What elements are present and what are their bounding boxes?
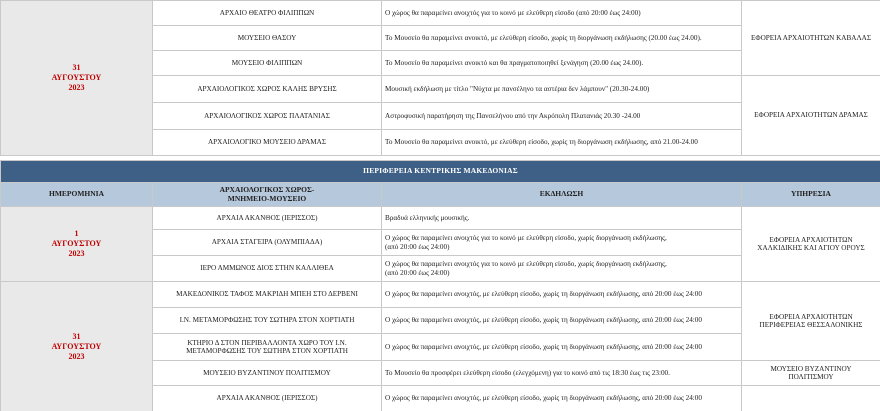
event-cell: Μουσική εκδήλωση με τίτλο "Νύχτα με πανσέληνο τα αστέρια δεν λάμπουν" (20.30-24.00) — [382, 76, 742, 103]
date-cell: 31 ΑΥΓΟΥΣΤΟΥ 2023 — [1, 1, 153, 156]
site-cell: ΚΤΗΡΙΟ Δ ΣΤΟΝ ΠΕΡΙΒΑΛΛΟΝΤΑ ΧΩΡΟ ΤΟΥ Ι.Ν. ΜΕΤΑΜΟΡΦΩΣΗΣ ΤΟΥ ΣΩΤΗΡΑ ΣΤΟΝ ΧΟΡΤΙΑΤΗ — [153, 334, 382, 361]
site-cell: ΑΡΧΑΙΟΛΟΓΙΚΟ ΜΟΥΣΕΙΟ ΔΡΑΜΑΣ — [153, 130, 382, 156]
service-cell: ΕΦΟΡΕΙΑ ΑΡΧΑΙΟΤΗΤΩΝ ΧΑΛΚΙΔΙΚΗΣ ΚΑΙ ΑΓΙΟΥ ΟΡΟΥΣ — [742, 207, 880, 282]
site-cell: ΑΡΧΑΙΟ ΘΕΑΤΡΟ ΦΙΛΙΠΠΩΝ — [153, 1, 382, 26]
site-cell: Ι.Ν. ΜΕΤΑΜΟΡΦΩΣΗΣ ΤΟΥ ΣΩΤΗΡΑ ΣΤΟΝ ΧΟΡΤΙΑΤΗ — [153, 308, 382, 334]
event-cell: Ο χώρος θα παραμείνει ανοιχτός για το κοινό με ελεύθερη είσοδο, χωρίς διοργάνωση εκδήλωσης, (από 20:00 έως 24:00) — [382, 256, 742, 282]
site-cell: ΑΡΧΑΙΑ ΣΤΑΓΕΙΡΑ (ΟΛΥΜΠΙΑΔΑ) — [153, 230, 382, 256]
event-cell: Ο χώρος θα παραμείνει ανοιχτός για το κοινό με ελεύθερη είσοδο, χωρίς διοργάνωση εκδήλωσης, (από 20:00 έως 24:00) — [382, 230, 742, 256]
site-cell: ΜΟΥΣΕΙΟ ΦΙΛΙΠΠΩΝ — [153, 51, 382, 76]
event-cell: Ο χώρος θα παραμείνει ανοιχτός για το κοινό με ελεύθερη είσοδο (από 20:00 έως 24:00) — [382, 1, 742, 26]
table-row — [1, 1, 880, 26]
event-cell: Ο χώρος θα παραμείνει ανοιχτός, με ελεύθερη είσοδο, χωρίς τη διοργάνωση εκδήλωσης, από 20:00 έως 24:00 — [382, 308, 742, 334]
event-cell: Αστροφυσική παρατήρηση της Πανσελήνου από την Ακρόπολη Πλατανιάς 20.30 -24.00 — [382, 103, 742, 130]
service-cell: ΜΟΥΣΕΙΟ ΒΥΖΑΝΤΙΝΟΥ ΠΟΛΙΤΙΣΜΟΥ — [742, 361, 880, 386]
site-cell: ΑΡΧΑΙΑ ΑΚΑΝΘΟΣ (ΙΕΡΙΣΣΟΣ) — [153, 207, 382, 230]
header-row — [1, 183, 880, 207]
table-row — [1, 282, 880, 308]
region-title: ΠΕΡΙΦΕΡΕΙΑ ΚΕΝΤΡΙΚΗΣ ΜΑΚΕΔΟΝΙΑΣ — [1, 161, 880, 183]
site-cell: ΜΟΥΣΕΙΟ ΘΑΣΟΥ — [153, 26, 382, 51]
event-cell: Το Μουσείο θα παραμείνει ανοικτό, με ελεύθερη είσοδο, χωρίς τη διοργάνωση εκδήλωσης, από 21.00-24.00 — [382, 130, 742, 156]
event-cell: Το Μουσείο θα προσφέρει ελεύθερη είσοδο (ελεγχόμενη) για το κοινό από τις 18:30 έως τις 23:00. — [382, 361, 742, 386]
event-cell: Το Μουσείο θα παραμείνει ανοικτό, με ελεύθερη είσοδο, χωρίς τη διοργάνωση εκδήλωσης (20.00 έως 24.00). — [382, 26, 742, 51]
header-service: ΥΠΗΡΕΣΙΑ — [742, 183, 880, 207]
date-cell: 31 ΑΥΓΟΥΣΤΟΥ 2023 — [1, 282, 153, 411]
site-cell: ΑΡΧΑΙΑ ΑΚΑΝΘΟΣ (ΙΕΡΙΣΣΟΣ) — [153, 386, 382, 411]
header-event: ΕΚΔΗΛΩΣΗ — [382, 183, 742, 207]
site-cell: ΜΑΚΕΔΟΝΙΚΟΣ ΤΑΦΟΣ ΜΑΚΡΙΔΗ ΜΠΕΗ ΣΤΟ ΔΕΡΒΕΝΙ — [153, 282, 382, 308]
header-date: ΗΜΕΡΟΜΗΝΙΑ — [1, 183, 153, 207]
site-cell: ΙΕΡΟ ΑΜΜΩΝΟΣ ΔΙΟΣ ΣΤΗΝ ΚΑΛΛΙΘΕΑ — [153, 256, 382, 282]
event-cell: Ο χώρος θα παραμείνει ανοιχτός, με ελεύθερη είσοδο, χωρίς τη διοργάνωση εκδήλωσης, από 20:00 έως 24:00 — [382, 282, 742, 308]
service-cell: ΕΦΟΡΕΙΑ ΑΡΧΑΙΟΤΗΤΩΝ ΔΡΑΜΑΣ — [742, 76, 880, 156]
site-cell: ΑΡΧΑΙΟΛΟΓΙΚΟΣ ΧΩΡΟΣ ΚΑΛΗΣ ΒΡΥΣΗΣ — [153, 76, 382, 103]
event-cell: Το Μουσείο θα παραμείνει ανοικτό και θα πραγματοποιηθεί ξενάγηση (20.00 έως 24.00). — [382, 51, 742, 76]
service-cell: ΕΦΟΡΕΙΑ ΑΡΧΑΙΟΤΗΤΩΝ ΠΕΡΙΦΕΡΕΙΑΣ ΘΕΣΣΑΛΟΝΙΚΗΣ — [742, 282, 880, 361]
header-site: ΑΡΧΑΙΟΛΟΓΙΚΟΣ ΧΩΡΟΣ- ΜΝΗΜΕΙΟ-ΜΟΥΣΕΙΟ — [153, 183, 382, 207]
region-row — [1, 161, 880, 183]
event-cell: Βραδυά ελληνικής μουσικής. — [382, 207, 742, 230]
event-cell: Ο χώρος θα παραμείνει ανοιχτός, με ελεύθερη είσοδο, χωρίς τη διοργάνωση εκδήλωσης, από 20:00 έως 24:00 — [382, 386, 742, 411]
date-cell: 1 ΑΥΓΟΥΣΤΟΥ 2023 — [1, 207, 153, 282]
table-row — [1, 207, 880, 230]
service-cell — [742, 386, 880, 411]
site-cell: ΑΡΧΑΙΟΛΟΓΙΚΟΣ ΧΩΡΟΣ ΠΛΑΤΑΝΙΑΣ — [153, 103, 382, 130]
service-cell: ΕΦΟΡΕΙΑ ΑΡΧΑΙΟΤΗΤΩΝ ΚΑΒΑΛΑΣ — [742, 1, 880, 76]
event-cell: Ο χώρος θα παραμείνει ανοιχτός, με ελεύθερη είσοδο, χωρίς τη διοργάνωση εκδήλωσης, από 20:00 έως 24:00 — [382, 334, 742, 361]
site-cell: ΜΟΥΣΕΙΟ ΒΥΖΑΝΤΙΝΟΥ ΠΟΛΙΤΙΣΜΟΥ — [153, 361, 382, 386]
